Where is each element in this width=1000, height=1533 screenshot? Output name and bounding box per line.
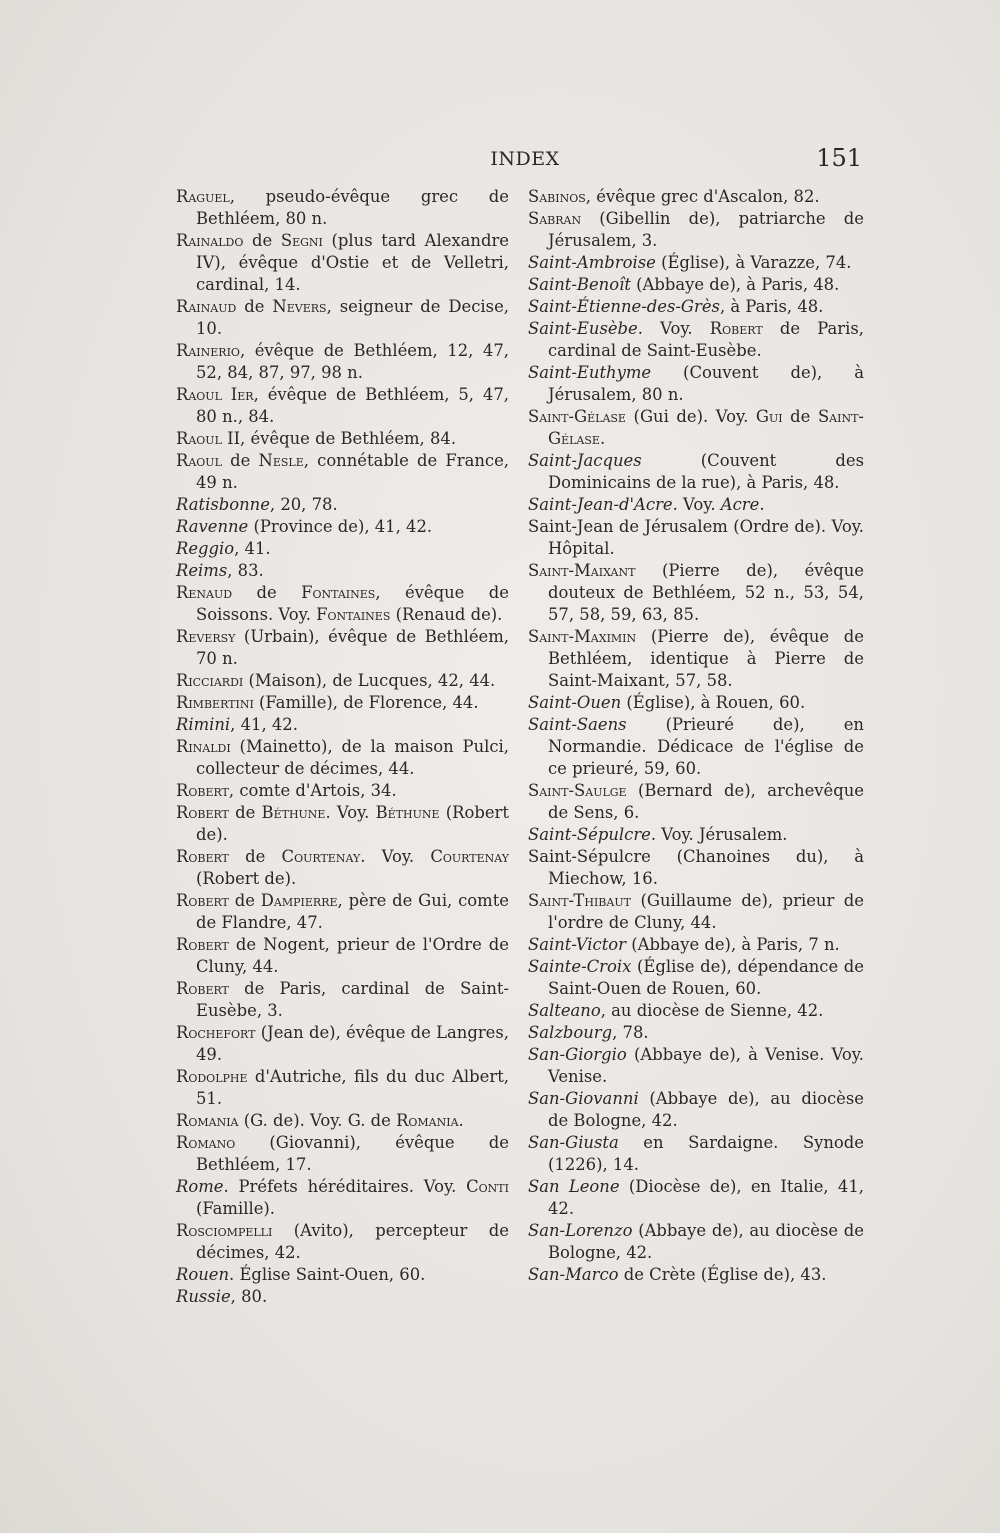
index-entry: [528, 406, 864, 450]
entry-place: Reims: [176, 561, 228, 580]
index-entry: [176, 670, 509, 692]
entry-text: (Abbaye de), à Paris, 48.: [630, 275, 840, 294]
entry-name: Robert: [176, 781, 229, 800]
entry-text: (Abbaye de), à Venise. Voy. Venise.: [548, 1045, 864, 1086]
index-entry: [176, 1264, 509, 1286]
entry-name: Conti: [466, 1177, 509, 1196]
entry-name: Robert: [176, 803, 229, 822]
entry-text: Saint-Sépulcre (Chanoines du), à Miechow, 16.: [528, 847, 864, 888]
index-entry: [528, 890, 864, 934]
entry-text: (Guillaume de), prieur de l'ordre de Cluny, 44.: [548, 891, 864, 932]
entry-text: , 41.: [234, 539, 271, 558]
entry-place: Salteano: [528, 1001, 601, 1020]
entry-text: de: [236, 297, 273, 316]
index-entry: [528, 780, 864, 824]
index-entry: [176, 1132, 509, 1176]
index-entry: [176, 736, 509, 780]
index-entry: [528, 1000, 864, 1022]
index-column-left: [176, 186, 509, 1308]
entry-name: Sabran: [528, 209, 582, 228]
entry-text: Saint-Jean de Jérusalem (Ordre de). Voy. Hôpital.: [528, 517, 864, 558]
entry-name: Robert: [176, 979, 229, 998]
entry-name: Segni: [280, 231, 323, 250]
entry-name: Robert: [176, 935, 229, 954]
index-entry: [528, 846, 864, 890]
entry-text: . Voy.: [325, 803, 376, 822]
entry-text: en Sardaigne. Synode (1226), 14.: [548, 1133, 864, 1174]
entry-text: , 41, 42.: [230, 715, 298, 734]
entry-name: Raoul II: [176, 429, 241, 448]
index-entry: [528, 274, 864, 296]
index-entry: [176, 384, 509, 428]
index-entry: [528, 1264, 864, 1286]
entry-text: , évêque de Bethléem, 5, 47, 80 n., 84.: [196, 385, 509, 426]
index-entry: [176, 450, 509, 494]
entry-text: (Mainetto), de la maison Pulci, collecteur de décimes, 44.: [196, 737, 509, 778]
entry-name: Raguel: [176, 187, 230, 206]
entry-text: de: [228, 803, 262, 822]
entry-text: , évêque de Bethléem, 12, 47, 52, 84, 87, 97, 98 n.: [196, 341, 509, 382]
index-entry: [176, 538, 509, 560]
entry-name: Nesle: [258, 451, 304, 470]
entry-place: Ravenne: [176, 517, 249, 536]
index-entry: [176, 780, 509, 802]
entry-name: Robert: [176, 891, 229, 910]
entry-text: (Église), à Varazze, 74.: [655, 253, 852, 272]
index-entry: [176, 1286, 509, 1308]
index-entry: [528, 692, 864, 714]
entry-name: Raoul Ier: [176, 385, 254, 404]
entry-place: San-Giorgio: [528, 1045, 627, 1064]
entry-text: (Gui de). Voy.: [625, 407, 756, 426]
entry-text: de Paris, cardinal de Saint-Eusèbe.: [548, 319, 864, 360]
entry-name: Reversy: [176, 627, 236, 646]
index-entry: [176, 978, 509, 1022]
index-entry: [176, 1022, 509, 1066]
entry-text: (Robert de).: [196, 803, 509, 844]
entry-place: San-Marco: [528, 1265, 619, 1284]
entry-text: (Avito), percepteur de décimes, 42.: [196, 1221, 509, 1262]
entry-text: , comte d'Artois, 34.: [228, 781, 397, 800]
entry-text: (Église de), dépendance de Saint-Ouen de Rouen, 60.: [548, 957, 864, 998]
entry-place: San Leone: [528, 1177, 620, 1196]
entry-name: Romania: [396, 1111, 459, 1130]
entry-text: (Giovanni), évêque de Bethléem, 17.: [196, 1133, 509, 1174]
entry-text: (Prieuré de), en Normandie. Dédicace de l'église de ce prieuré, 59, 60.: [548, 715, 864, 778]
index-entry: [528, 626, 864, 692]
entry-place: Reggio: [176, 539, 235, 558]
entry-name: Saint-Maixant: [528, 561, 636, 580]
index-entry: [176, 934, 509, 978]
index-entry: [528, 318, 864, 362]
entry-place: Saint-Euthyme: [528, 363, 652, 382]
entry-name: Saint-Saulge: [528, 781, 627, 800]
entry-text: , évêque grec d'Ascalon, 82.: [585, 187, 820, 206]
index-entry: [176, 1220, 509, 1264]
entry-text: . Église Saint-Ouen, 60.: [229, 1265, 426, 1284]
entry-text: de Crète (Église de), 43.: [618, 1265, 827, 1284]
index-entry: [528, 494, 864, 516]
entry-text: .: [458, 1111, 464, 1130]
entry-text: , à Paris, 48.: [719, 297, 824, 316]
entry-text: , pseudo-évêque grec de Bethléem, 80 n.: [196, 187, 509, 228]
entry-name: Romania: [176, 1111, 239, 1130]
entry-text: (Urbain), évêque de Bethléem, 70 n.: [196, 627, 509, 668]
entry-text: . Voy.: [360, 847, 431, 866]
entry-text: , 83.: [227, 561, 264, 580]
entry-text: , seigneur de Decise, 10.: [196, 297, 509, 338]
entry-name: Saint-Gélase: [548, 407, 864, 448]
index-column-right: [528, 186, 864, 1286]
index-entry: [176, 802, 509, 846]
entry-name: Rainerio: [176, 341, 240, 360]
index-entry: [528, 1176, 864, 1220]
entry-text: , évêque de Bethléem, 84.: [240, 429, 457, 448]
entry-name: Rainaldo: [176, 231, 244, 250]
index-entry: [176, 340, 509, 384]
entry-text: (Renaud de).: [390, 605, 503, 624]
running-title: INDEX: [490, 148, 560, 170]
entry-place: Saint-Étienne-des-Grès: [528, 297, 720, 316]
entry-text: (Couvent de), à Jérusalem, 80 n.: [548, 363, 864, 404]
entry-text: de Paris, cardinal de Saint-Eusèbe, 3.: [196, 979, 509, 1020]
entry-name: Béthune: [375, 803, 440, 822]
entry-name: Ricciardi: [176, 671, 244, 690]
entry-text: (Église), à Rouen, 60.: [621, 693, 806, 712]
index-entry: [176, 846, 509, 890]
index-entry: [176, 626, 509, 670]
page-number: 151: [816, 144, 862, 172]
entry-text: .: [599, 429, 606, 448]
index-entry: [528, 934, 864, 956]
entry-text: (Abbaye de), au diocèse de Bologne, 42.: [548, 1089, 864, 1130]
entry-text: (plus tard Alexandre IV), évêque d'Ostie et de Velletri, cardinal, 14.: [196, 231, 509, 294]
entry-name: Saint-Maximin: [528, 627, 637, 646]
index-entry: [528, 186, 864, 208]
entry-name: Sabinos: [528, 187, 586, 206]
entry-text: , père de Gui, comte de Flandre, 47.: [196, 891, 509, 932]
entry-text: , au diocèse de Sienne, 42.: [600, 1001, 824, 1020]
entry-name: Renaud: [176, 583, 233, 602]
entry-text: (Famille), de Florence, 44.: [253, 693, 479, 712]
index-entry: [176, 186, 509, 230]
entry-place: Saint-Sépulcre: [528, 825, 651, 844]
index-entry: [528, 1220, 864, 1264]
entry-text: (Abbaye de), au diocèse de Bologne, 42.: [548, 1221, 864, 1262]
entry-place: Saint-Jacques: [528, 451, 642, 470]
entry-name: Fontaines: [316, 605, 391, 624]
index-entry: [176, 428, 509, 450]
entry-text: (Bernard de), archevêque de Sens, 6.: [548, 781, 864, 822]
entry-text: , 20, 78.: [269, 495, 338, 514]
index-entry: [528, 956, 864, 1000]
entry-name: Robert: [176, 847, 229, 866]
index-entry: [528, 560, 864, 626]
index-entry: [176, 582, 509, 626]
entry-text: de: [228, 891, 261, 910]
entry-text: de: [782, 407, 818, 426]
entry-place: Saint-Jean-d'Acre: [528, 495, 673, 514]
entry-text: (Famille).: [196, 1199, 275, 1218]
entry-place: Saint-Saens: [528, 715, 627, 734]
index-entry: [528, 252, 864, 274]
index-entry: [176, 516, 509, 538]
entry-place: Saint-Benoît: [528, 275, 631, 294]
entry-text: (Province de), 41, 42.: [248, 517, 433, 536]
entry-name: Nevers: [272, 297, 327, 316]
entry-name: Rainaud: [176, 297, 237, 316]
entry-text: de: [243, 231, 281, 250]
entry-name: Dampierre: [260, 891, 338, 910]
index-entry: [176, 714, 509, 736]
index-entry: [176, 1066, 509, 1110]
entry-text: . Préfets héréditaires. Voy.: [223, 1177, 467, 1196]
entry-name: Courtenay: [430, 847, 509, 866]
entry-place: Rouen: [176, 1265, 230, 1284]
entry-name: Raoul: [176, 451, 222, 470]
entry-text: (Gibellin de), patriarche de Jérusalem, 3.: [548, 209, 864, 250]
entry-text: (Pierre de), évêque de Bethléem, identique à Pierre de Saint-Maixant, 57, 58.: [548, 627, 864, 690]
entry-text: de: [232, 583, 302, 602]
entry-place: Rimini: [176, 715, 231, 734]
entry-text: , évêque de Soissons. Voy.: [196, 583, 509, 624]
index-entry: [528, 516, 864, 560]
entry-place: Saint-Ouen: [528, 693, 622, 712]
entry-place: Saint-Ambroise: [528, 253, 656, 272]
entry-text: (Couvent des Dominicains de la rue), à Paris, 48.: [548, 451, 864, 492]
entry-text: , 78.: [612, 1023, 649, 1042]
entry-text: . Voy.: [637, 319, 710, 338]
entry-name: Rochefort: [176, 1023, 256, 1042]
entry-name: Rinaldi: [176, 737, 231, 756]
entry-text: .: [759, 495, 765, 514]
index-entry: [528, 362, 864, 406]
index-entry: [176, 1176, 509, 1220]
entry-place: Ratisbonne: [176, 495, 270, 514]
index-entry: [528, 1022, 864, 1044]
index-entry: [528, 714, 864, 780]
entry-text: (Maison), de Lucques, 42, 44.: [243, 671, 496, 690]
entry-text: (Pierre de), évêque douteux de Bethléem, 52 n., 53, 54, 57, 58, 59, 63, 85.: [548, 561, 864, 624]
index-entry: [528, 296, 864, 318]
entry-name: Rosciompelli: [176, 1221, 273, 1240]
entry-text: de: [228, 847, 282, 866]
index-entry: [528, 1088, 864, 1132]
entry-text: de: [221, 451, 259, 470]
entry-name: Béthune: [261, 803, 326, 822]
index-entry: [176, 560, 509, 582]
index-entry: [528, 824, 864, 846]
index-entry: [176, 1110, 509, 1132]
entry-name: Courtenay: [281, 847, 361, 866]
entry-place: San-Lorenzo: [528, 1221, 633, 1240]
entry-text: (G. de). Voy. G. de: [238, 1111, 397, 1130]
entry-name: Romano: [176, 1133, 236, 1152]
index-entry: [176, 692, 509, 714]
entry-place: Russie: [176, 1287, 231, 1306]
index-entry: [528, 1044, 864, 1088]
entry-place: Rome: [176, 1177, 224, 1196]
index-entry: [528, 1132, 864, 1176]
entry-name: Rodolphe: [176, 1067, 248, 1086]
index-entry: [176, 494, 509, 516]
index-entry: [176, 890, 509, 934]
index-entry: [176, 230, 509, 296]
entry-place: Salzbourg: [528, 1023, 613, 1042]
entry-name: Gui: [755, 407, 783, 426]
entry-text: d'Autriche, fils du duc Albert, 51.: [196, 1067, 509, 1108]
entry-text: de Nogent, prieur de l'Ordre de Cluny, 44.: [196, 935, 509, 976]
entry-text: , 80.: [230, 1287, 268, 1306]
entry-place: San-Giovanni: [528, 1089, 639, 1108]
entry-name: Robert: [709, 319, 763, 338]
entry-name: Rimbertini: [176, 693, 254, 712]
entry-place: Saint-Victor: [528, 935, 626, 954]
entry-name: Saint-Thibaut: [528, 891, 631, 910]
entry-text: . Voy. Jérusalem.: [650, 825, 788, 844]
entry-place: San-Giusta: [528, 1133, 619, 1152]
entry-name: Fontaines: [301, 583, 376, 602]
entry-text: (Jean de), évêque de Langres, 49.: [196, 1023, 509, 1064]
entry-place: Sainte-Croix: [528, 957, 632, 976]
entry-text: , connétable de France, 49 n.: [196, 451, 509, 492]
entry-place: Acre: [720, 495, 760, 514]
entry-name: Saint-Gélase: [528, 407, 626, 426]
entry-text: (Abbaye de), à Paris, 7 n.: [626, 935, 840, 954]
entry-text: . Voy.: [672, 495, 721, 514]
entry-text: (Diocèse de), en Italie, 41, 42.: [548, 1177, 864, 1218]
index-entry: [176, 296, 509, 340]
entry-place: Saint-Eusèbe: [528, 319, 638, 338]
index-entry: [528, 208, 864, 252]
index-entry: [528, 450, 864, 494]
entry-text: (Robert de).: [196, 869, 297, 888]
running-head: [0, 144, 1000, 176]
